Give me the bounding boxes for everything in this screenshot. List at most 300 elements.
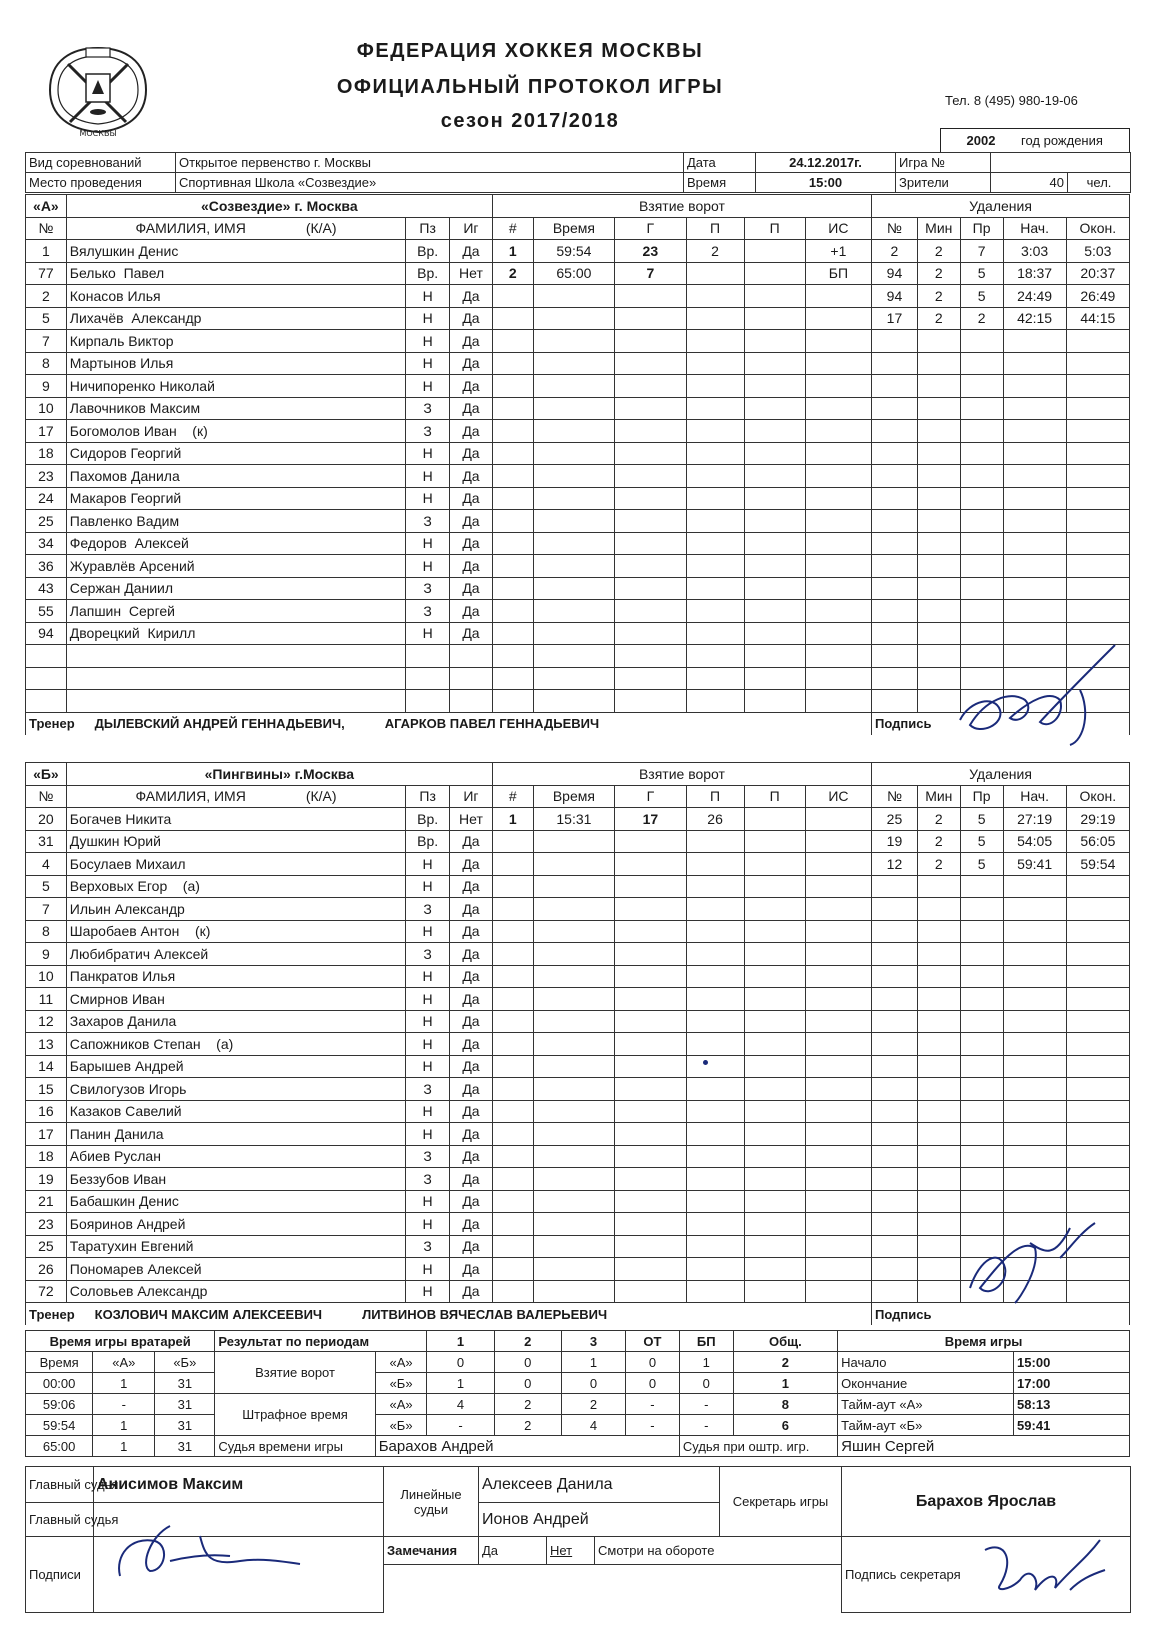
goal-number (492, 1010, 533, 1033)
penalty-minutes (917, 1123, 960, 1146)
goalie-col-a: «А» (93, 1352, 155, 1373)
goal-assist-1 (686, 830, 744, 853)
penalty-minutes (917, 397, 960, 420)
goal-assist-1 (686, 1235, 744, 1258)
penalty-player (872, 898, 918, 921)
penalty-reason (960, 577, 1003, 600)
goal-assist-1: 2 (686, 240, 744, 263)
penalty-reason: 5 (960, 830, 1003, 853)
coach-row (26, 712, 1130, 735)
goal-scorer (615, 532, 686, 555)
player-name: Богачев Никита (66, 808, 405, 831)
timeout-a-value: 58:13 (1014, 1394, 1130, 1415)
goals-b-p1: 1 (427, 1373, 494, 1394)
goal-time (533, 667, 615, 690)
penalty-player (872, 352, 918, 375)
penalty-minutes (917, 1190, 960, 1213)
penalty-reason (960, 875, 1003, 898)
player-position: З (406, 577, 450, 600)
penalty-player (872, 622, 918, 645)
goal-number (492, 920, 533, 943)
player-number: 9 (26, 375, 67, 398)
goal-scorer (615, 600, 686, 623)
goal-situation (805, 375, 871, 398)
goal-assist-1 (686, 307, 744, 330)
goal-assist-2 (744, 1235, 805, 1258)
goal-assist-2 (744, 1100, 805, 1123)
penalty-start: 54:05 (1003, 830, 1066, 853)
goals-a-p1: 0 (427, 1352, 494, 1373)
goal-number (492, 690, 533, 713)
goal-scorer (615, 875, 686, 898)
goal-assist-1 (686, 285, 744, 308)
player-number: 5 (26, 307, 67, 330)
coach-1: ДЫЛЕВСКИЙ АНДРЕЙ ГЕННАДЬЕВИЧ, (94, 716, 345, 731)
player-number: 7 (26, 330, 67, 353)
penalty-start (1003, 1055, 1066, 1078)
penalty-start (1003, 988, 1066, 1011)
player-name: Казаков Савелий (66, 1100, 405, 1123)
penalty-reason (960, 352, 1003, 375)
table-row (26, 375, 1130, 398)
goal-number (492, 1168, 533, 1191)
player-name: Мартынов Илья (66, 352, 405, 375)
player-name: Бабашкин Денис (66, 1190, 405, 1213)
penalty-player (872, 1010, 918, 1033)
goal-number (492, 1100, 533, 1123)
goal-scorer (615, 375, 686, 398)
goal-scorer (615, 397, 686, 420)
goal-time (533, 375, 615, 398)
signature-label: Подпись (872, 1303, 1130, 1326)
table-row (26, 965, 1130, 988)
goal-number (492, 375, 533, 398)
goal-assist-1 (686, 1145, 744, 1168)
penalty-judge-value: Яшин Сергей (838, 1436, 1130, 1457)
goalie-row-b: 31 (155, 1373, 215, 1394)
penalty-end (1066, 943, 1129, 966)
player-name: Сидоров Георгий (66, 442, 405, 465)
goal-number (492, 988, 533, 1011)
penalty-player (872, 577, 918, 600)
penalty-minutes (917, 1168, 960, 1191)
penalty-end (1066, 1055, 1129, 1078)
goal-assist-1 (686, 1055, 744, 1078)
player-position: З (406, 1235, 450, 1258)
goal-assist-1 (686, 1078, 744, 1101)
col-pen-min: Мин (917, 217, 960, 240)
col-goal-p1: П (686, 217, 744, 240)
goal-situation (805, 667, 871, 690)
goal-number (492, 532, 533, 555)
goal-time (533, 487, 615, 510)
time-value: 15:00 (756, 173, 896, 193)
penalty-end (1066, 510, 1129, 533)
goal-scorer (615, 285, 686, 308)
period-col-2: 2 (494, 1331, 561, 1352)
player-position (406, 667, 450, 690)
player-position: З (406, 600, 450, 623)
penalty-end (1066, 622, 1129, 645)
penalty-minutes (917, 1100, 960, 1123)
goal-time (533, 285, 615, 308)
player-number: 20 (26, 808, 67, 831)
goal-assist-2 (744, 943, 805, 966)
goal-number (492, 830, 533, 853)
penalty-player (872, 943, 918, 966)
goal-time: 59:54 (533, 240, 615, 263)
goal-time (533, 330, 615, 353)
goal-assist-2 (744, 577, 805, 600)
goal-assist-1 (686, 442, 744, 465)
goal-assist-1 (686, 510, 744, 533)
player-played: Да (450, 1280, 493, 1303)
player-number (26, 667, 67, 690)
goals-a-bp: 1 (679, 1352, 733, 1373)
penalty-minutes: 2 (917, 853, 960, 876)
goals-a-p2: 0 (494, 1352, 561, 1373)
goal-time (533, 645, 615, 668)
player-played: Да (450, 1168, 493, 1191)
goal-situation (805, 330, 871, 353)
table-row (26, 920, 1130, 943)
goal-time (533, 307, 615, 330)
penalty-reason (960, 465, 1003, 488)
player-played: Да (450, 307, 493, 330)
goal-assist-2 (744, 1168, 805, 1191)
goal-assist-2 (744, 965, 805, 988)
goal-assist-2 (744, 285, 805, 308)
col-goal-p2: П (744, 217, 805, 240)
pim-tag-a: «А» (375, 1394, 427, 1415)
penalty-minutes (917, 420, 960, 443)
player-played: Да (450, 352, 493, 375)
penalty-minutes (917, 465, 960, 488)
penalty-player (872, 1123, 918, 1146)
goal-assist-2 (744, 1010, 805, 1033)
col-pen-end: Окон. (1066, 785, 1129, 808)
player-number: 21 (26, 1190, 67, 1213)
penalty-minutes (917, 965, 960, 988)
player-number: 14 (26, 1055, 67, 1078)
player-number: 17 (26, 1123, 67, 1146)
player-position: Н (406, 1213, 450, 1236)
goal-scorer (615, 420, 686, 443)
col-goal-p2: П (744, 785, 805, 808)
penalty-player (872, 1213, 918, 1236)
table-row (26, 943, 1130, 966)
penalty-minutes (917, 1033, 960, 1056)
penalty-end (1066, 1280, 1129, 1303)
penalty-minutes (917, 577, 960, 600)
player-name: Сапожников Степан (а) (66, 1033, 405, 1056)
goal-situation: +1 (805, 240, 871, 263)
goal-assist-2 (744, 1033, 805, 1056)
penalty-start: 27:19 (1003, 808, 1066, 831)
goal-number (492, 1190, 533, 1213)
table-row (26, 465, 1130, 488)
penalty-start (1003, 555, 1066, 578)
penalty-player (872, 487, 918, 510)
coach-label: Тренер (29, 1306, 75, 1322)
period-col-1: 1 (427, 1331, 494, 1352)
player-played: Да (450, 1010, 493, 1033)
penalty-reason (960, 690, 1003, 713)
penalty-minutes (917, 352, 960, 375)
remarks-yes: Да (479, 1537, 547, 1565)
penalty-minutes: 2 (917, 830, 960, 853)
timeout-a-label: Тайм-аут «А» (838, 1394, 1014, 1415)
table-row (26, 262, 1130, 285)
col-name (66, 785, 405, 808)
penalty-player (872, 510, 918, 533)
player-played: Да (450, 875, 493, 898)
player-position: Вр. (406, 830, 450, 853)
penalty-reason (960, 920, 1003, 943)
player-position: Н (406, 375, 450, 398)
goal-situation (805, 898, 871, 921)
goal-time (533, 1078, 615, 1101)
penalty-minutes (917, 1145, 960, 1168)
goals-tag-b: «Б» (375, 1373, 427, 1394)
penalty-reason: 5 (960, 808, 1003, 831)
goal-situation: БП (805, 262, 871, 285)
table-row (26, 667, 1130, 690)
penalty-start (1003, 622, 1066, 645)
penalty-start (1003, 577, 1066, 600)
goal-number (492, 875, 533, 898)
penalty-start (1003, 420, 1066, 443)
penalty-start (1003, 965, 1066, 988)
player-played: Да (450, 1235, 493, 1258)
penalty-minutes (917, 1258, 960, 1281)
goal-assist-1 (686, 667, 744, 690)
penalty-end (1066, 352, 1129, 375)
goal-time (533, 920, 615, 943)
penalty-end (1066, 487, 1129, 510)
goal-number (492, 1123, 533, 1146)
penalty-reason (960, 1100, 1003, 1123)
penalty-start (1003, 330, 1066, 353)
table-row (26, 1280, 1130, 1303)
goal-time (533, 1258, 615, 1281)
player-number: 4 (26, 853, 67, 876)
chief-judge-label-2: Главный судья (26, 1503, 94, 1537)
penalty-end (1066, 465, 1129, 488)
goal-situation (805, 1100, 871, 1123)
penalty-end (1066, 397, 1129, 420)
goal-assist-2 (744, 375, 805, 398)
penalty-start (1003, 1010, 1066, 1033)
table-row (26, 1145, 1130, 1168)
goal-situation (805, 1078, 871, 1101)
penalty-start (1003, 397, 1066, 420)
goal-time (533, 465, 615, 488)
player-number: 94 (26, 622, 67, 645)
table-row (26, 577, 1130, 600)
player-position: Н (406, 1055, 450, 1078)
player-number: 5 (26, 875, 67, 898)
penalty-end: 26:49 (1066, 285, 1129, 308)
goal-assist-1 (686, 853, 744, 876)
goal-time (533, 1235, 615, 1258)
col-pen-end: Окон. (1066, 217, 1129, 240)
player-number: 12 (26, 1010, 67, 1033)
penalty-start (1003, 920, 1066, 943)
goal-assist-1 (686, 330, 744, 353)
player-position: З (406, 1168, 450, 1191)
penalty-reason (960, 1168, 1003, 1191)
penalty-player (872, 375, 918, 398)
penalty-start (1003, 1190, 1066, 1213)
player-played: Да (450, 465, 493, 488)
player-played: Да (450, 898, 493, 921)
player-played: Да (450, 420, 493, 443)
birth-year-box (940, 128, 1130, 152)
coach-2: ЛИТВИНОВ ВЯЧЕСЛАВ ВАЛЕРЬЕВИЧ (362, 1306, 608, 1322)
goal-assist-2 (744, 988, 805, 1011)
date-value: 24.12.2017г. (756, 153, 896, 173)
goal-time (533, 1190, 615, 1213)
goalie-row-a: 1 (93, 1373, 155, 1394)
goal-time (533, 853, 615, 876)
player-name: Захаров Данила (66, 1010, 405, 1033)
penalty-end (1066, 1168, 1129, 1191)
goal-time (533, 690, 615, 713)
goal-assist-2 (744, 487, 805, 510)
penalty-player (872, 667, 918, 690)
table-row (26, 1168, 1130, 1191)
remarks-label: Замечания (384, 1537, 479, 1565)
penalty-minutes (917, 375, 960, 398)
player-played: Да (450, 1123, 493, 1146)
goal-scorer (615, 1033, 686, 1056)
table-row (26, 830, 1130, 853)
penalty-start: 18:37 (1003, 262, 1066, 285)
penalty-player (872, 397, 918, 420)
goal-assist-2 (744, 532, 805, 555)
goals-a-ot: 0 (626, 1352, 680, 1373)
penalty-end: 5:03 (1066, 240, 1129, 263)
player-name: Барышев Андрей (66, 1055, 405, 1078)
penalty-start (1003, 1033, 1066, 1056)
col-goal-time: Время (533, 217, 615, 240)
penalty-reason (960, 555, 1003, 578)
penalty-start (1003, 600, 1066, 623)
penalty-player (872, 690, 918, 713)
penalty-minutes (917, 442, 960, 465)
ink-dot-icon (703, 1060, 708, 1065)
player-played: Да (450, 1145, 493, 1168)
goal-number (492, 352, 533, 375)
team-header-row (26, 763, 1130, 786)
penalty-start: 59:41 (1003, 853, 1066, 876)
time-label: Время (684, 173, 756, 193)
table-row (26, 875, 1130, 898)
table-row (26, 1258, 1130, 1281)
player-position: Н (406, 555, 450, 578)
goal-time (533, 352, 615, 375)
penalty-player (872, 330, 918, 353)
remarks-area (384, 1565, 842, 1613)
player-position: Н (406, 442, 450, 465)
penalty-end (1066, 645, 1129, 668)
goal-situation (805, 1055, 871, 1078)
penalty-end (1066, 532, 1129, 555)
player-played: Да (450, 988, 493, 1011)
penalty-end (1066, 600, 1129, 623)
goals-section-title: Взятие ворот (492, 763, 871, 786)
table-row (26, 1078, 1130, 1101)
penalty-minutes (917, 600, 960, 623)
goal-number (492, 510, 533, 533)
penalty-minutes: 2 (917, 285, 960, 308)
goal-situation (805, 577, 871, 600)
table-row (26, 307, 1130, 330)
col-goal-g: Г (615, 217, 686, 240)
goal-scorer (615, 1280, 686, 1303)
goal-assist-2 (744, 420, 805, 443)
goal-time (533, 1100, 615, 1123)
summary-table (25, 1330, 1130, 1457)
player-played: Нет (450, 808, 493, 831)
player-name: Ильин Александр (66, 898, 405, 921)
goal-assist-1 (686, 352, 744, 375)
penalty-start (1003, 645, 1066, 668)
goal-number (492, 465, 533, 488)
goal-scorer (615, 830, 686, 853)
goal-assist-2 (744, 853, 805, 876)
col-pen-start: Нач. (1003, 217, 1066, 240)
player-position: Н (406, 1033, 450, 1056)
goal-situation (805, 622, 871, 645)
goal-assist-1 (686, 1100, 744, 1123)
player-name: Любибратич Алексей (66, 943, 405, 966)
goal-scorer (615, 1010, 686, 1033)
player-played: Да (450, 397, 493, 420)
signatures-area (94, 1537, 384, 1613)
remarks-no: Нет (547, 1537, 595, 1565)
goal-scorer (615, 1055, 686, 1078)
table-row (26, 352, 1130, 375)
penalty-start (1003, 510, 1066, 533)
table-row (26, 487, 1130, 510)
goal-time (533, 1145, 615, 1168)
birth-year-label: год рождения (1021, 133, 1103, 148)
goal-assist-1 (686, 1168, 744, 1191)
goal-scorer (615, 920, 686, 943)
penalty-end (1066, 965, 1129, 988)
penalty-end (1066, 330, 1129, 353)
player-played: Да (450, 920, 493, 943)
player-position: З (406, 1145, 450, 1168)
penalty-reason (960, 943, 1003, 966)
venue-label: Место проведения (26, 173, 176, 193)
penalty-end (1066, 1123, 1129, 1146)
penalty-reason (960, 1235, 1003, 1258)
goals-tag-a: «А» (375, 1352, 427, 1373)
goal-scorer (615, 1190, 686, 1213)
penalty-start (1003, 1100, 1066, 1123)
player-position: Н (406, 622, 450, 645)
goal-time (533, 1280, 615, 1303)
penalty-player (872, 1078, 918, 1101)
player-position: З (406, 943, 450, 966)
goal-scorer (615, 690, 686, 713)
table-row (26, 898, 1130, 921)
penalty-start: 3:03 (1003, 240, 1066, 263)
player-number: 1 (26, 240, 67, 263)
